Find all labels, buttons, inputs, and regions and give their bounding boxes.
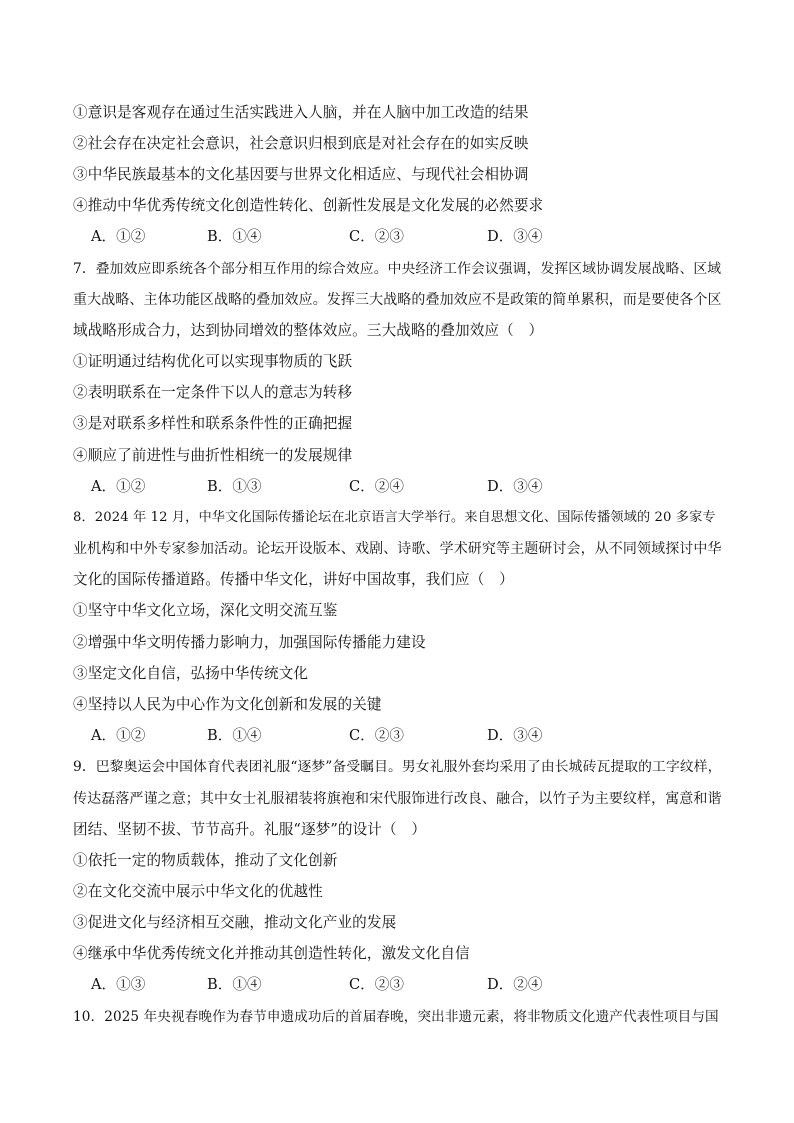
q7-item-1: ①证明通过结构优化可以实现事物质的飞跃	[73, 353, 353, 370]
q9-item-2: ②在文化交流中展示中华文化的优越性	[73, 883, 323, 900]
q6-option-a: A．①②	[91, 228, 146, 245]
q7-item-3: ③是对联系多样性和联系条件性的正确把握	[73, 415, 353, 432]
q9-item-1: ①依托一定的物质载体，推动了文化创新	[73, 852, 338, 869]
q9-option-c: C．②③	[349, 976, 404, 993]
q9-item-3: ③促进文化与经济相互交融，推动文化产业的发展	[73, 914, 397, 931]
q8-option-a: A．①②	[91, 727, 146, 744]
q8-option-c: C．②③	[349, 727, 404, 744]
q8-item-1: ①坚守中华文化立场，深化文明交流互鉴	[73, 602, 338, 619]
q7-option-b: B．①③	[207, 478, 262, 495]
q7-option-a: A．①②	[91, 478, 146, 495]
q8-item-2: ②增强中华文明传播力影响力，加强国际传播能力建设	[73, 634, 426, 651]
q8-item-4: ④坚持以人民为中心作为文化创新和发展的关键	[73, 696, 382, 713]
q9-option-a: A．①③	[91, 976, 146, 993]
q7-option-c: C．②④	[349, 478, 404, 495]
q8-option-d: D．③④	[487, 727, 543, 744]
q8-stem-line-3: 文化的国际传播道路。传播中华文化，讲好中国故事，我们应（ ）	[73, 571, 514, 588]
q6-item-3: ③中华民族最基本的文化基因要与世界文化相适应、与现代社会相协调	[73, 166, 529, 183]
q9-stem-line-3: 团结、坚韧不拔、节节高升。礼服“逐梦”的设计（ ）	[73, 821, 427, 838]
q8-option-b: B．①④	[207, 727, 262, 744]
q8-item-3: ③坚定文化自信，弘扬中华传统文化	[73, 665, 309, 682]
q9-option-d: D．②④	[487, 976, 543, 993]
q7-item-4: ④顺应了前进性与曲折性相统一的发展规律	[73, 447, 353, 464]
q8-stem-line-1: 8．2024 年 12 月，中华文化国际传播论坛在北京语言大学举行。来自思想文化、国际传播领域的 20 多家专	[73, 510, 716, 525]
q6-option-c: C．②③	[349, 228, 404, 245]
q8-options	[91, 726, 611, 746]
q7-options	[91, 477, 611, 497]
q9-stem-line-1: 9．巴黎奥运会中国体育代表团礼服“逐梦”备受瞩目。男女礼服外套均采用了由长城砖瓦提取的工字纹样，	[73, 759, 722, 775]
q8-stem-line-2: 业机构和中外专家参加活动。论坛开设版本、戏剧、诗歌、学术研究等主题研讨会，从不同领域探讨中华	[73, 541, 722, 557]
q9-stem-line-2: 传达磊落严谨之意；其中女士礼服裙装将旗袍和宋代服饰进行改良、融合，以竹子为主要纹样，寓意和谐	[73, 791, 722, 807]
q7-stem-line-2: 重大战略、主体功能区战略的叠加效应。发挥三大战略的叠加效应不是政策的简单累积，而是要使各个区	[73, 292, 722, 308]
q7-item-2: ②表明联系在一定条件下以人的意志为转移	[73, 384, 353, 401]
q9-item-4: ④继承中华优秀传统文化并推动其创造性转化，激发文化自信	[73, 945, 470, 962]
q7-stem-line-1: 7．叠加效应即系统各个部分相互作用的综合效应。中央经济工作会议强调，发挥区域协调发展战略、区域	[73, 261, 722, 277]
q6-option-d: D．③④	[487, 228, 543, 245]
q6-item-1: ①意识是客观存在通过生活实践进入人脑，并在人脑中加工改造的结果	[73, 104, 529, 121]
q6-item-4: ④推动中华优秀传统文化创造性转化、创新性发展是文化发展的必然要求	[73, 197, 544, 214]
q6-item-2: ②社会存在决定社会意识，社会意识归根到底是对社会存在的如实反映	[73, 135, 529, 152]
q7-option-d: D．③④	[487, 478, 543, 495]
q10-stem-line-1: 10．2025 年央视春晚作为春节申遗成功后的首届春晚，突出非遗元素，将非物质文化遗产代表性项目与国	[73, 1009, 719, 1025]
q6-options	[91, 227, 611, 247]
q6-option-b: B．①④	[207, 228, 262, 245]
q9-option-b: B．①④	[207, 976, 262, 993]
q9-options	[91, 975, 611, 995]
q7-stem-line-3: 域战略形成合力，达到协同增效的整体效应。三大战略的叠加效应（ ）	[73, 322, 544, 339]
